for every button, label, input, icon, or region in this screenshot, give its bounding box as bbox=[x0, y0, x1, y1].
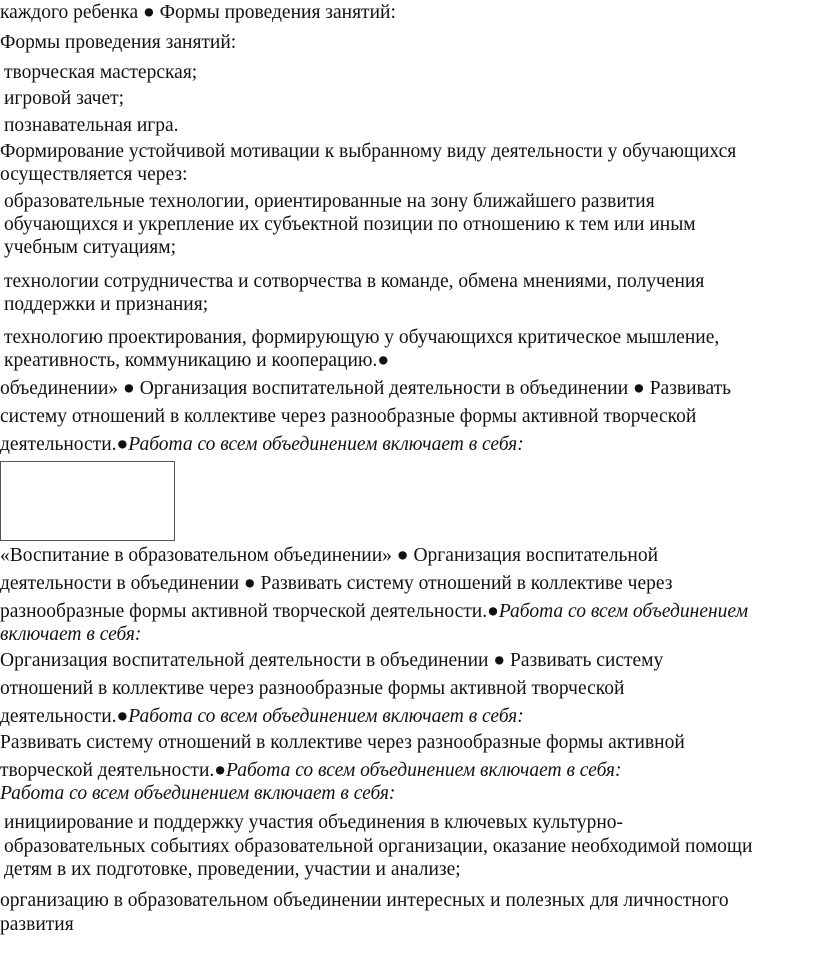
list-item bbox=[4, 294, 208, 316]
line-text: деятельности.● bbox=[0, 706, 129, 727]
line-text: Формирование устойчивой мотивации к выбранному виду деятельности у обучающихся bbox=[0, 141, 737, 162]
text-line bbox=[0, 573, 673, 595]
text-line bbox=[0, 545, 658, 567]
line-text: детям в их подготовке, проведении, участии и анализе; bbox=[4, 859, 461, 880]
line-text: образовательные технологии, ориентированные на зону ближайшего развития bbox=[4, 191, 655, 212]
line-text: каждого ребенка ● Формы проведения занятий: bbox=[0, 2, 396, 23]
list-item bbox=[4, 237, 176, 259]
line-italic: Работа со всем объединением включает в себя: bbox=[128, 706, 524, 727]
line-text: обучающихся и укрепление их субъектной позиции по отношению к тем или иным bbox=[4, 214, 696, 235]
text-line bbox=[0, 760, 621, 782]
line-text: технологии сотрудничества и сотворчества в команде, обмена мнениями, получения bbox=[4, 271, 705, 292]
text-line bbox=[0, 434, 524, 456]
line-text: деятельности в объединении ● Развивать систему отношений в коллективе через bbox=[0, 573, 673, 594]
list-item bbox=[4, 62, 197, 84]
text-line bbox=[0, 678, 624, 700]
line-italic: Работа со всем объединением включает в себя: bbox=[128, 434, 524, 455]
list-item bbox=[4, 88, 124, 110]
text-line bbox=[0, 914, 74, 936]
line-text: деятельности.● bbox=[0, 434, 129, 455]
line-text: творческой деятельности.● bbox=[0, 760, 227, 781]
list-item bbox=[4, 836, 752, 858]
line-text: «Воспитание в образовательном объединении» ● Организация воспитательной bbox=[0, 545, 659, 566]
text-line bbox=[0, 732, 685, 754]
text-line bbox=[0, 601, 748, 623]
line-italic: Работа со всем объединением включает в себя: bbox=[0, 783, 396, 804]
line-text: объединении» ● Организация воспитательной деятельности в объединении ● Развивать bbox=[0, 378, 732, 399]
line-text: развития bbox=[0, 914, 74, 935]
line-text: образовательных событиях образовательной организации, оказание необходимой помощи bbox=[4, 836, 753, 857]
list-item bbox=[4, 859, 461, 881]
line-text: разнообразные формы активной творческой деятельности.● bbox=[0, 601, 499, 622]
text-line bbox=[0, 406, 696, 428]
list-item bbox=[4, 271, 704, 293]
text-line bbox=[0, 650, 663, 672]
list-item bbox=[4, 191, 655, 213]
list-item bbox=[4, 115, 179, 137]
text-line bbox=[0, 141, 736, 163]
line-text: творческая мастерская; bbox=[4, 62, 198, 83]
line-text: организацию в образовательном объединении интересных и полезных для личностного bbox=[0, 890, 729, 911]
empty-frame bbox=[0, 461, 175, 541]
line-text: Формы проведения занятий: bbox=[0, 32, 237, 53]
line-italic: включает в себя: bbox=[0, 624, 142, 645]
line-text: поддержки и признания; bbox=[4, 294, 209, 315]
text-line bbox=[0, 890, 729, 912]
text-line bbox=[0, 164, 188, 186]
list-item bbox=[4, 812, 623, 834]
line-text: Организация воспитательной деятельности в объединении ● Развивать систему bbox=[0, 650, 664, 671]
line-text: креативность, коммуникацию и кооперацию.● bbox=[4, 350, 390, 371]
text-line bbox=[0, 706, 524, 728]
line-text: отношений в коллективе через разнообразные формы активной творческой bbox=[0, 678, 625, 699]
text-line bbox=[0, 378, 731, 400]
line-text: Развивать систему отношений в коллективе через разнообразные формы активной bbox=[0, 732, 685, 753]
list-item bbox=[4, 214, 696, 236]
line-text: инициирование и поддержку участия объединения в ключевых культурно- bbox=[4, 812, 624, 833]
line-italic: Работа со всем объединением bbox=[498, 601, 749, 622]
list-item bbox=[4, 327, 719, 349]
text-line bbox=[0, 32, 236, 54]
line-italic: Работа со всем объединением включает в себя: bbox=[226, 760, 622, 781]
text-line bbox=[0, 624, 141, 646]
line-text: игровой зачет; bbox=[4, 88, 125, 109]
line-text: осуществляется через: bbox=[0, 164, 188, 185]
line-text: познавательная игра. bbox=[4, 115, 179, 136]
line-text: учебным ситуациям; bbox=[4, 237, 176, 258]
text-line bbox=[0, 2, 396, 24]
line-text: технологию проектирования, формирующую у обучающихся критическое мышление, bbox=[4, 327, 720, 348]
text-line bbox=[0, 783, 395, 805]
line-text: систему отношений в коллективе через разнообразные формы активной творческой bbox=[0, 406, 697, 427]
list-item bbox=[4, 350, 389, 372]
